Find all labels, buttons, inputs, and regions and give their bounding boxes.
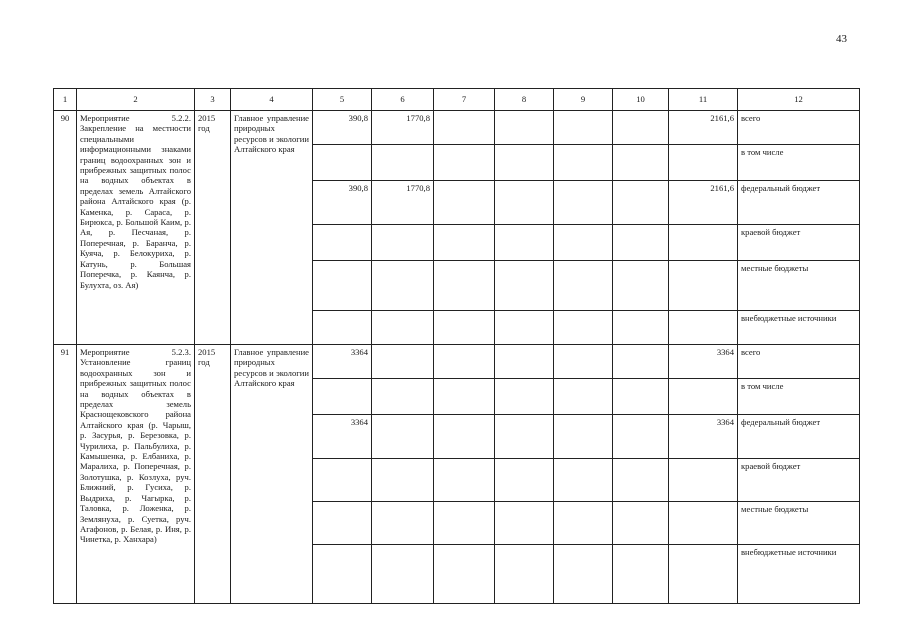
cell-col5	[313, 261, 372, 311]
cell-col9	[554, 225, 613, 261]
cell-col11	[669, 502, 738, 545]
funding-source: в том числе	[738, 145, 860, 181]
cell-col9	[554, 181, 613, 225]
row-number: 90	[54, 111, 77, 345]
cell-col7	[434, 545, 495, 604]
cell-col9	[554, 415, 613, 459]
column-header: 9	[554, 89, 613, 111]
cell-col5	[313, 459, 372, 502]
cell-col5: 3364	[313, 345, 372, 379]
column-header: 3	[195, 89, 231, 111]
column-header: 6	[372, 89, 434, 111]
cell-col8	[495, 261, 554, 311]
cell-col8	[495, 502, 554, 545]
cell-col11	[669, 261, 738, 311]
cell-col6: 1770,8	[372, 181, 434, 225]
cell-col9	[554, 345, 613, 379]
cell-col10	[613, 502, 669, 545]
cell-col6	[372, 145, 434, 181]
cell-col8	[495, 145, 554, 181]
cell-col6	[372, 261, 434, 311]
cell-col7	[434, 111, 495, 145]
column-header: 5	[313, 89, 372, 111]
cell-col9	[554, 459, 613, 502]
cell-col10	[613, 345, 669, 379]
cell-col11	[669, 145, 738, 181]
cell-col6	[372, 345, 434, 379]
funding-source: всего	[738, 345, 860, 379]
column-header: 11	[669, 89, 738, 111]
cell-col7	[434, 345, 495, 379]
cell-col5: 390,8	[313, 111, 372, 145]
column-header: 7	[434, 89, 495, 111]
cell-col7	[434, 379, 495, 415]
measure-name: Мероприятие 5.2.3. Установление границ водоохранных зон и прибрежных защитных полос на водных объектах в пределах земель Краснощековского района Алтайского края (р. Чарыш, р. Засурья, р. Березовка, р. Чурилиха, р. Пальбулиха, р. Камышенка, р. Елбаниха, р. Маралиха, р. Поперечная, р. Золотушка, р. Козлуха, руч. Ближний, р. Гусиха, р. Выдриха, р. Чагырка, р. Таловка, р. Ложенка, р. Землянуха, р. Суетка, руч. Агафонов, р. Белая, р. Иня, р. Чинетка, р. Ханхара)	[77, 345, 195, 604]
cell-col9	[554, 261, 613, 311]
funding-source: федеральный бюджет	[738, 181, 860, 225]
cell-col8	[495, 225, 554, 261]
table-row	[54, 345, 860, 379]
cell-col7	[434, 415, 495, 459]
cell-col10	[613, 379, 669, 415]
cell-col9	[554, 545, 613, 604]
cell-col8	[495, 111, 554, 145]
funding-source: внебюджетные источники	[738, 311, 860, 345]
cell-col6	[372, 379, 434, 415]
cell-col9	[554, 502, 613, 545]
cell-col7	[434, 502, 495, 545]
table-row	[54, 111, 860, 145]
cell-col11: 3364	[669, 415, 738, 459]
column-header: 1	[54, 89, 77, 111]
cell-col8	[495, 545, 554, 604]
cell-col10	[613, 145, 669, 181]
cell-col5	[313, 311, 372, 345]
cell-col11	[669, 545, 738, 604]
cell-col7	[434, 459, 495, 502]
measure-year: 2015 год	[195, 111, 231, 345]
cell-col7	[434, 145, 495, 181]
cell-col5	[313, 545, 372, 604]
funding-source: федеральный бюджет	[738, 415, 860, 459]
funding-source: местные бюджеты	[738, 502, 860, 545]
cell-col11: 3364	[669, 345, 738, 379]
cell-col6	[372, 225, 434, 261]
cell-col6	[372, 415, 434, 459]
cell-col9	[554, 379, 613, 415]
funding-source: краевой бюджет	[738, 225, 860, 261]
cell-col11	[669, 225, 738, 261]
page-number: 43	[836, 33, 847, 45]
measure-year: 2015 год	[195, 345, 231, 604]
cell-col10	[613, 111, 669, 145]
cell-col9	[554, 145, 613, 181]
cell-col7	[434, 311, 495, 345]
cell-col6	[372, 545, 434, 604]
cell-col8	[495, 459, 554, 502]
budget-table	[53, 88, 860, 604]
cell-col11	[669, 459, 738, 502]
cell-col8	[495, 181, 554, 225]
cell-col11	[669, 311, 738, 345]
cell-col8	[495, 379, 554, 415]
column-header: 10	[613, 89, 669, 111]
row-number: 91	[54, 345, 77, 604]
cell-col10	[613, 415, 669, 459]
cell-col5: 3364	[313, 415, 372, 459]
measure-name: Мероприятие 5.2.2. Закрепление на местности специальными информационными знаками границ водоохранных зон и прибрежных защитных полос на водных объектах в пределах земель Алтайского района Алтайского края (р. Каменка, р. Сараса, р. Бирюкса, р. Большой Каим, р. Ая, р. Песчаная, р. Поперечная, р. Баранча, р. Куяча, р. Белокуриха, р. Катунь, р. Большая Поперечка, р. Каянча, р. Булухта, оз. Ая)	[77, 111, 195, 345]
cell-col5	[313, 145, 372, 181]
cell-col5	[313, 502, 372, 545]
funding-source: краевой бюджет	[738, 459, 860, 502]
cell-col6	[372, 459, 434, 502]
cell-col6	[372, 311, 434, 345]
funding-source: внебюджетные источники	[738, 545, 860, 604]
measure-executor: Главное управление природных ресурсов и экологии Алтайского края	[231, 111, 313, 345]
funding-source: в том числе	[738, 379, 860, 415]
funding-source: местные бюджеты	[738, 261, 860, 311]
cell-col10	[613, 225, 669, 261]
column-header: 2	[77, 89, 195, 111]
column-header: 8	[495, 89, 554, 111]
cell-col9	[554, 311, 613, 345]
cell-col10	[613, 459, 669, 502]
funding-source: всего	[738, 111, 860, 145]
cell-col8	[495, 415, 554, 459]
cell-col7	[434, 225, 495, 261]
cell-col6	[372, 502, 434, 545]
column-header: 12	[738, 89, 860, 111]
cell-col9	[554, 111, 613, 145]
cell-col7	[434, 181, 495, 225]
cell-col8	[495, 345, 554, 379]
cell-col11: 2161,6	[669, 181, 738, 225]
cell-col5	[313, 379, 372, 415]
cell-col11	[669, 379, 738, 415]
cell-col5	[313, 225, 372, 261]
header-row	[54, 89, 860, 111]
cell-col10	[613, 545, 669, 604]
cell-col5: 390,8	[313, 181, 372, 225]
cell-col10	[613, 311, 669, 345]
cell-col10	[613, 181, 669, 225]
cell-col7	[434, 261, 495, 311]
column-header: 4	[231, 89, 313, 111]
cell-col10	[613, 261, 669, 311]
measure-executor: Главное управление природных ресурсов и экологии Алтайского края	[231, 345, 313, 604]
cell-col11: 2161,6	[669, 111, 738, 145]
cell-col6: 1770,8	[372, 111, 434, 145]
cell-col8	[495, 311, 554, 345]
